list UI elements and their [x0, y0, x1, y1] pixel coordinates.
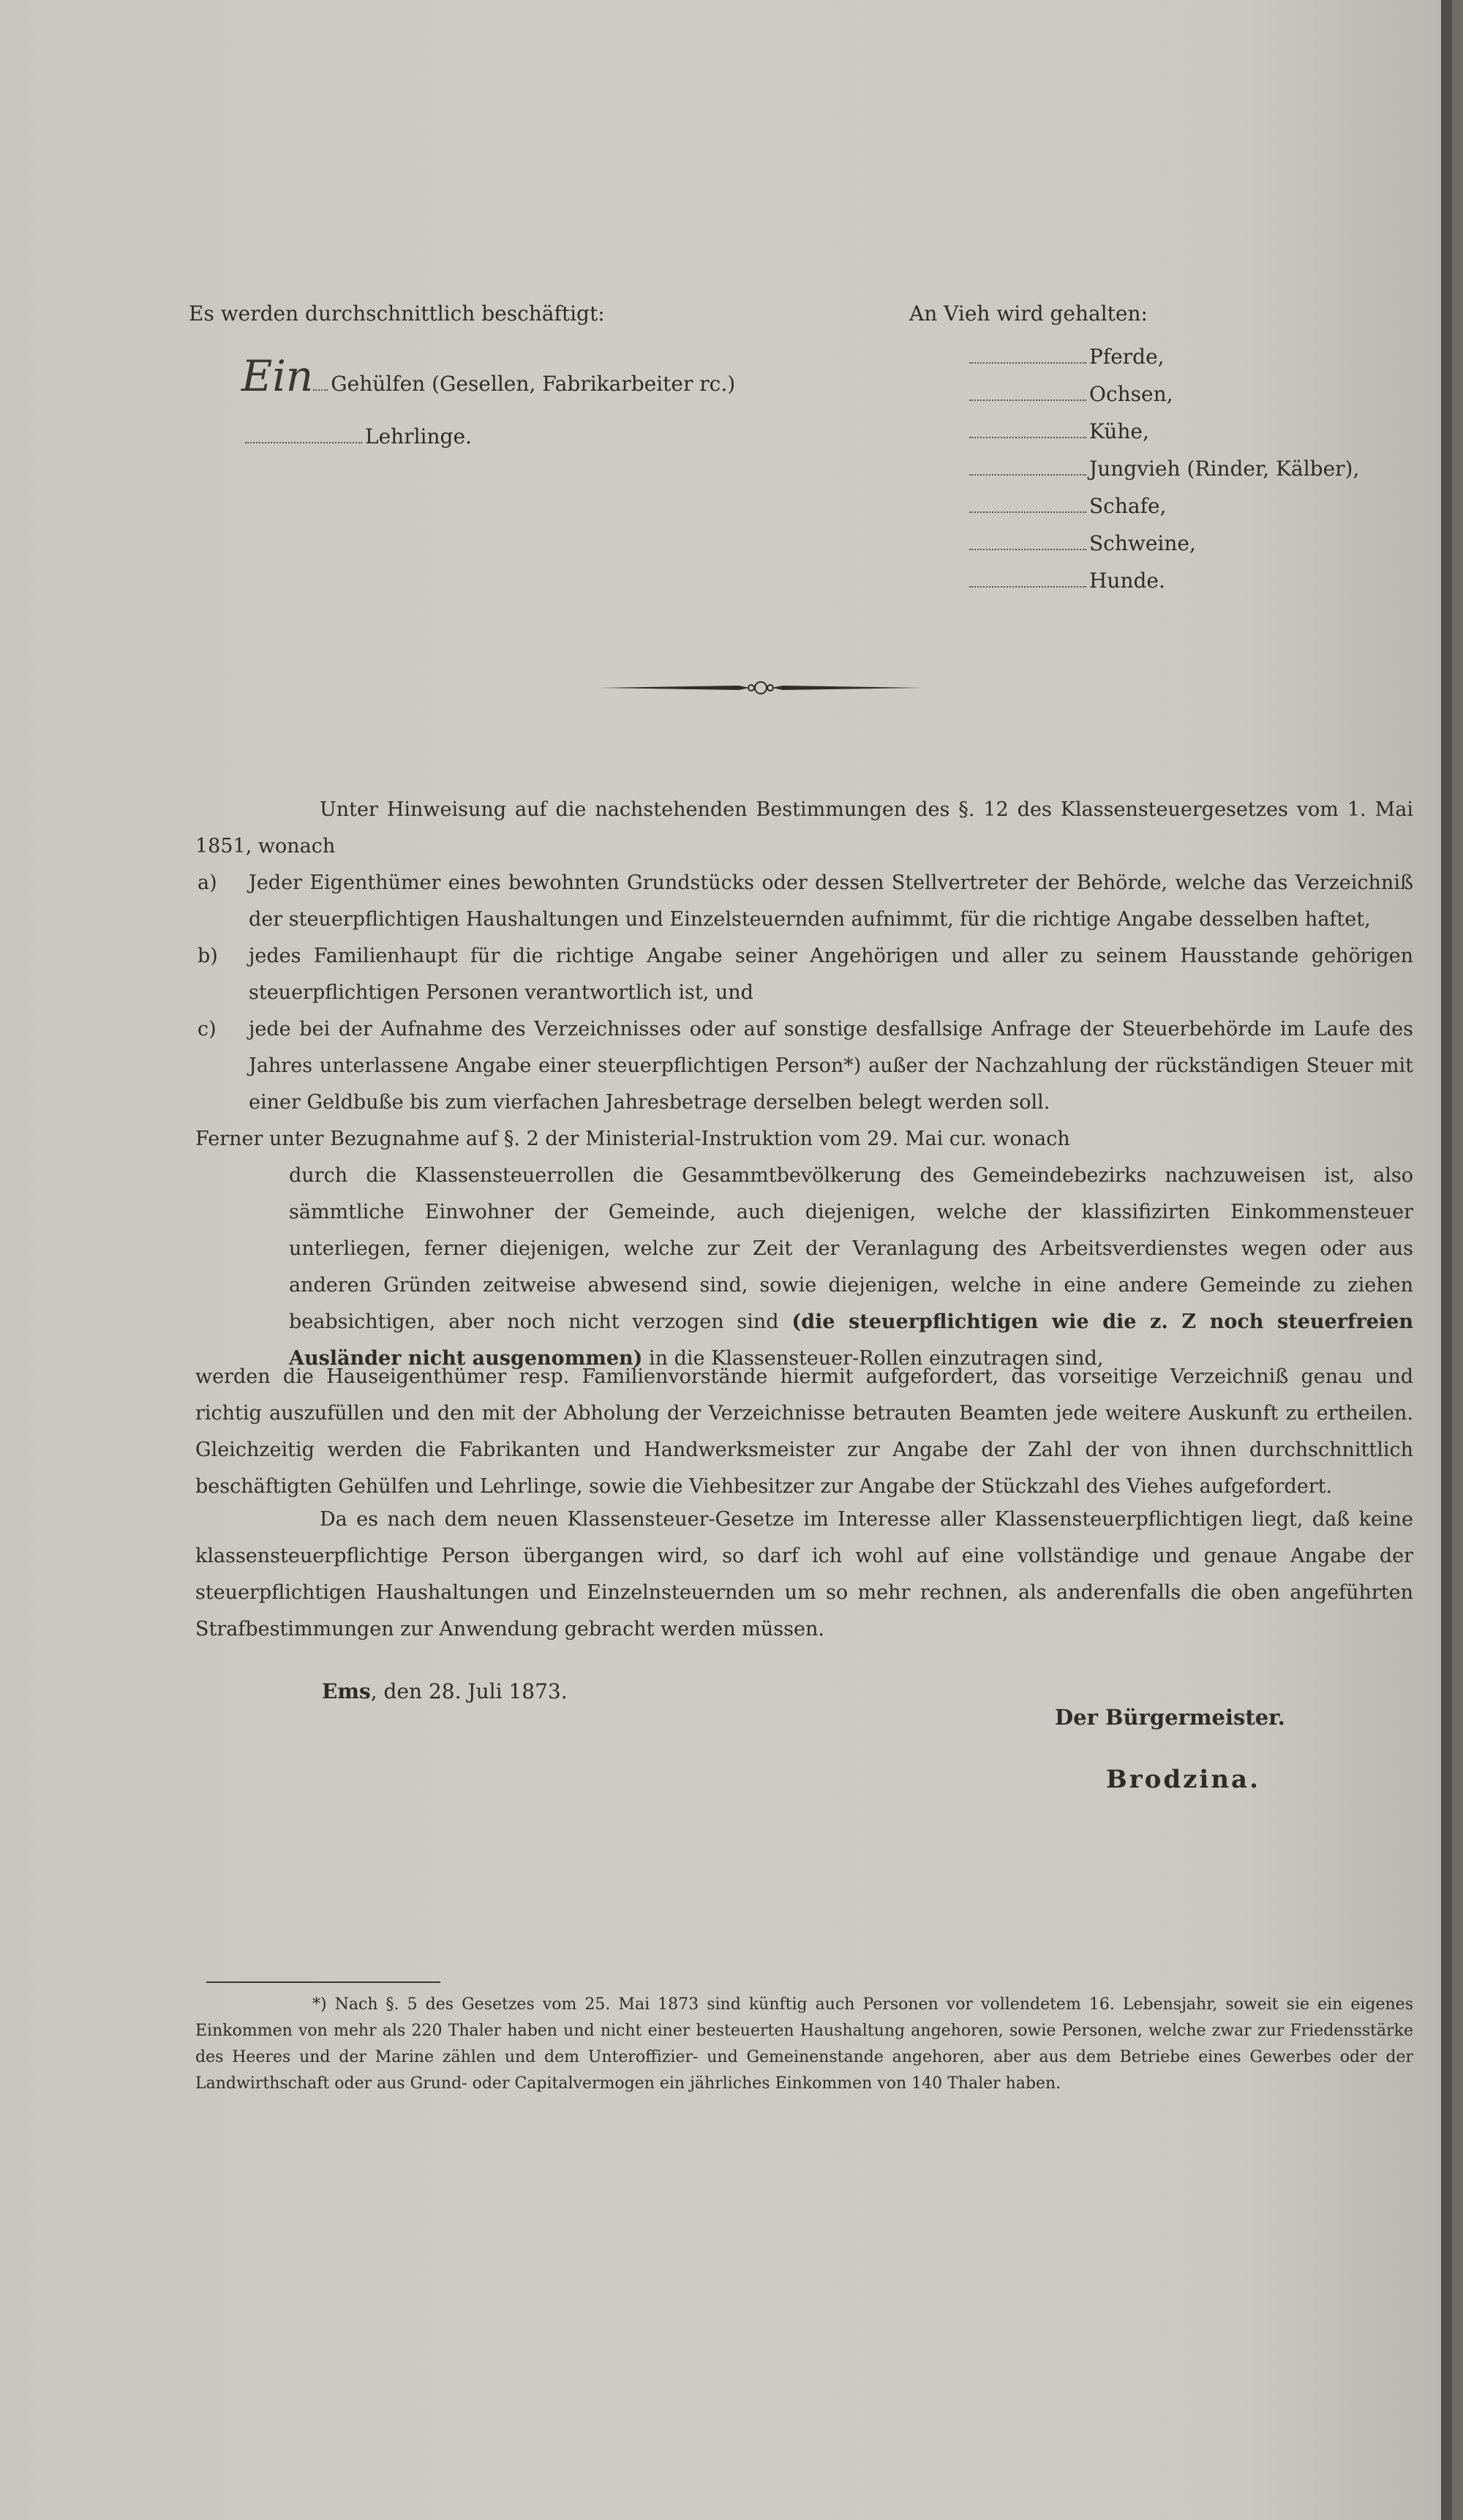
- ferner-line: Ferner unter Bezugnahme auf §. 2 der Ministerial-Instruktion vom 29. Mai cur. wonach: [195, 1128, 1070, 1150]
- list-item-b: [198, 938, 1413, 1011]
- ferner-block: [289, 1158, 1413, 1377]
- intro-paragraph: Unter Hinweisung auf die nachstehenden Bestimmungen des §. 12 des Klassensteuergesetzes vom 1. Mai 1851, wonach: [195, 798, 1413, 858]
- footnote: *) Nach §. 5 des Gesetzes vom 25. Mai 1873 sind künftig auch Personen vor vollendetem 16. Lebensjahr, soweit sie ein eigenes Einkommen von mehr als 220 Thaler haben und nicht einer besteuerten Haushaltung angehoren, sowie Personen, welche zwar zur Friedensstärke des Heeres und der Marine zählen und dem Unteroffizier- und Gemeinenstande angehoren, aber aus dem Betriebe eines Gewerbes oder der Landwirthschaft oder aus Grund- oder Capitalvermogen ein jährliches Einkommen von 140 Thaler haben.: [195, 1995, 1413, 2093]
- livestock-item: Ochsen,: [969, 375, 1359, 413]
- list-text: jedes Familienhaupt für die richtige Angabe seiner Angehörigen und aller zu seinem Hausstande gehörigen steuerpflichtigen Personen verantwortlich ist, und: [249, 945, 1413, 1004]
- werden-paragraph: werden die Hauseigenthümer resp. Familienvorstände hiermit aufgefordert, das vorseitige Verzeichniß genau und richtig auszufüllen und den mit der Abholung der Verzeichnisse betrauten Beamten jede weitere Auskunft zu ertheilen. Gleichzeitig werden die Fabrikanten und Handwerksmeister zur Angabe der Zahl der von ihnen durchschnittlich beschäftigten Gehülfen und Lehrlinge, sowie die Viehbesitzer zur Angabe der Stückzahl des Viehes aufgefordert.: [195, 1365, 1413, 1498]
- list-marker: c): [198, 1018, 217, 1040]
- list-marker: a): [198, 871, 217, 894]
- date-text: , den 28. Juli 1873.: [370, 1679, 568, 1703]
- livestock-list: [969, 338, 1359, 599]
- ferner-text-end: in die Klassensteuer-Rollen einzutragen sind,: [649, 1347, 1104, 1370]
- gehuelfen-line: [241, 351, 735, 401]
- page-edge-shadow: [1441, 0, 1452, 2520]
- livestock-item: Pferde,: [969, 338, 1359, 375]
- signature-title: Der Bürgermeister.: [1055, 1705, 1285, 1730]
- footnote-rule: [206, 1981, 440, 1983]
- livestock-item: Kühe,: [969, 413, 1359, 450]
- signature-name: Brodzina.: [1106, 1765, 1260, 1794]
- ferner-text: durch die Klassensteuerrollen die Gesammtbevölkerung des Gemeindebezirks nachzuweisen ist, also sämmtliche Einwohner der Gemeinde, auch diejenigen, welche der klassifizirten Einkommensteuer unterliegen, ferner diejenigen, welche zur Zeit der Veranlagung des Arbeitsverdienstes wegen oder aus anderen Gründen zeitweise abwesend sind, sowie diejenigen, welche in eine andere Gemeinde zu ziehen beabsichtigen, aber noch nicht verzogen sind: [289, 1164, 1413, 1333]
- ornament-divider-icon: [600, 677, 922, 699]
- handwritten-entry: Ein: [241, 351, 314, 401]
- livestock-item: Jungvieh (Rinder, Kälber),: [969, 450, 1359, 487]
- livestock-item: Schweine,: [969, 525, 1359, 562]
- lehrlinge-label: Lehrlinge.: [365, 424, 472, 449]
- place-name: Ems: [322, 1679, 371, 1703]
- list-text: jede bei der Aufnahme des Verzeichnisses oder auf sonstige desfallsige Anfrage der Steuerbehörde im Laufe des Jahres unterlassene Angabe einer steuerpflichtigen Person*) außer der Nachzahlung der rückständigen Steuer mit einer Geldbuße bis zum vierfachen Jahresbetrage derselben belegt werden soll.: [249, 1018, 1413, 1114]
- list-item-a: [198, 865, 1413, 938]
- livestock-item: Schafe,: [969, 487, 1359, 525]
- list-item-c: [198, 1011, 1413, 1121]
- livestock-heading: An Vieh wird gehalten:: [909, 301, 1148, 326]
- da-paragraph: Da es nach dem neuen Klassensteuer-Gesetze im Interesse aller Klassensteuerpflichtigen liegt, daß keine klassensteuerpflichtige Person übergangen wird, so darf ich wohl auf eine vollständige und genaue Angabe der steuerpflichtigen Haushaltungen und Einzelnsteuernden um so mehr rechnen, als anderenfalls die oben angeführten Strafbestimmungen zur Anwendung gebracht werden müssen.: [195, 1508, 1413, 1640]
- lehrlinge-line: [245, 424, 472, 449]
- list-text: Jeder Eigenthümer eines bewohnten Grundstücks oder dessen Stellvertreter der Behörde, welche das Verzeichniß der steuerpflichtigen Haushaltungen und Einzelsteuernden aufnimmt, für die richtige Angabe desselben haftet,: [249, 871, 1413, 931]
- gehuelfen-label: Gehülfen (Gesellen, Fabrikarbeiter rc.): [331, 372, 736, 396]
- employees-heading: Es werden durchschnittlich beschäftigt:: [189, 301, 605, 326]
- ferner-bold-note: (die steuerpflichtigen wie die z. Z noch steuerfreien Ausländer nicht ausgenommen): [289, 1310, 1413, 1370]
- date-line: [322, 1679, 568, 1703]
- livestock-item: Hunde.: [969, 562, 1359, 599]
- list-marker: b): [198, 945, 218, 967]
